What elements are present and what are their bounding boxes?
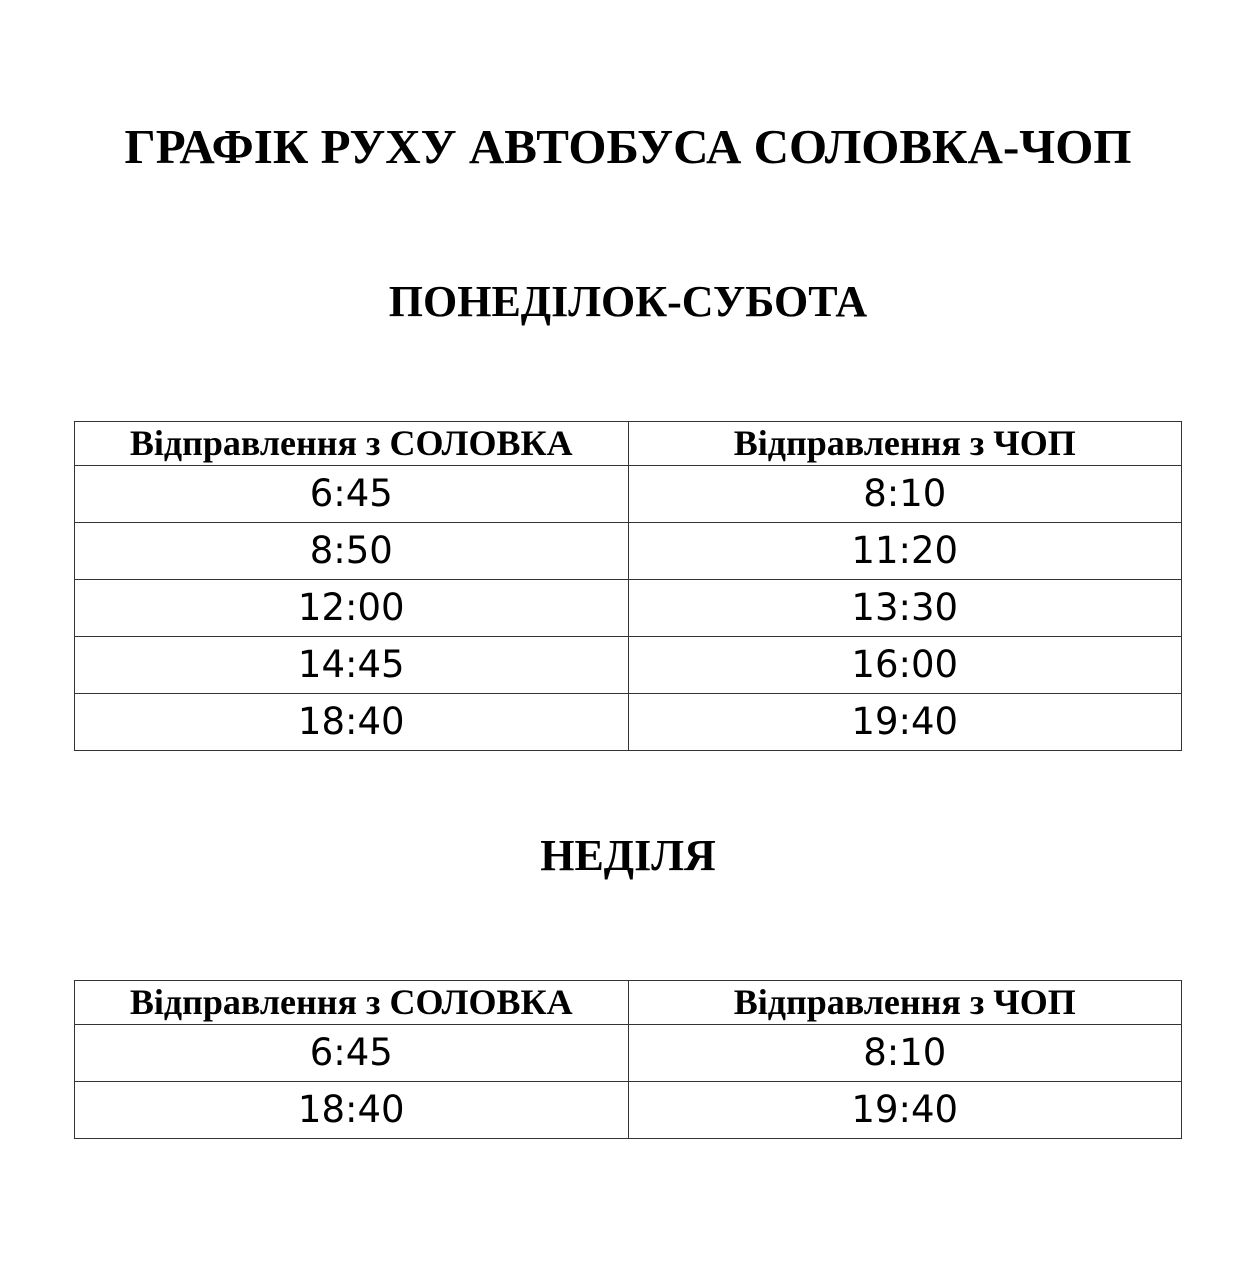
table-row [75,580,1182,637]
table-header-row [75,981,1182,1025]
departure-solovka-time: 12:00 [75,580,629,637]
departure-solovka-time: 6:45 [75,466,629,523]
weekday-schedule-table [74,421,1182,751]
table-row [75,466,1182,523]
table-row [75,1082,1182,1139]
departure-solovka-time: 18:40 [75,694,629,751]
departure-solovka-time: 18:40 [75,1082,629,1139]
departure-chop-time: 19:40 [628,1082,1182,1139]
document-title: ГРАФІК РУХУ АВТОБУСА СОЛОВКА-ЧОП [124,119,1132,174]
table-row [75,694,1182,751]
column-header-solovka: Відправлення з СОЛОВКА [75,981,629,1025]
sunday-schedule-table [74,980,1182,1139]
departure-solovka-time: 14:45 [75,637,629,694]
column-header-solovka: Відправлення з СОЛОВКА [75,422,629,466]
column-header-chop: Відправлення з ЧОП [628,422,1182,466]
departure-solovka-time: 8:50 [75,523,629,580]
weekday-heading: ПОНЕДІЛОК-СУБОТА [388,277,868,326]
table-row [75,523,1182,580]
table-header-row [75,422,1182,466]
table-row [75,637,1182,694]
sunday-heading: НЕДІЛЯ [540,831,716,880]
departure-chop-time: 13:30 [628,580,1182,637]
departure-chop-time: 8:10 [628,1025,1182,1082]
departure-solovka-time: 6:45 [75,1025,629,1082]
departure-chop-time: 8:10 [628,466,1182,523]
departure-chop-time: 16:00 [628,637,1182,694]
departure-chop-time: 19:40 [628,694,1182,751]
column-header-chop: Відправлення з ЧОП [628,981,1182,1025]
table-row [75,1025,1182,1082]
departure-chop-time: 11:20 [628,523,1182,580]
